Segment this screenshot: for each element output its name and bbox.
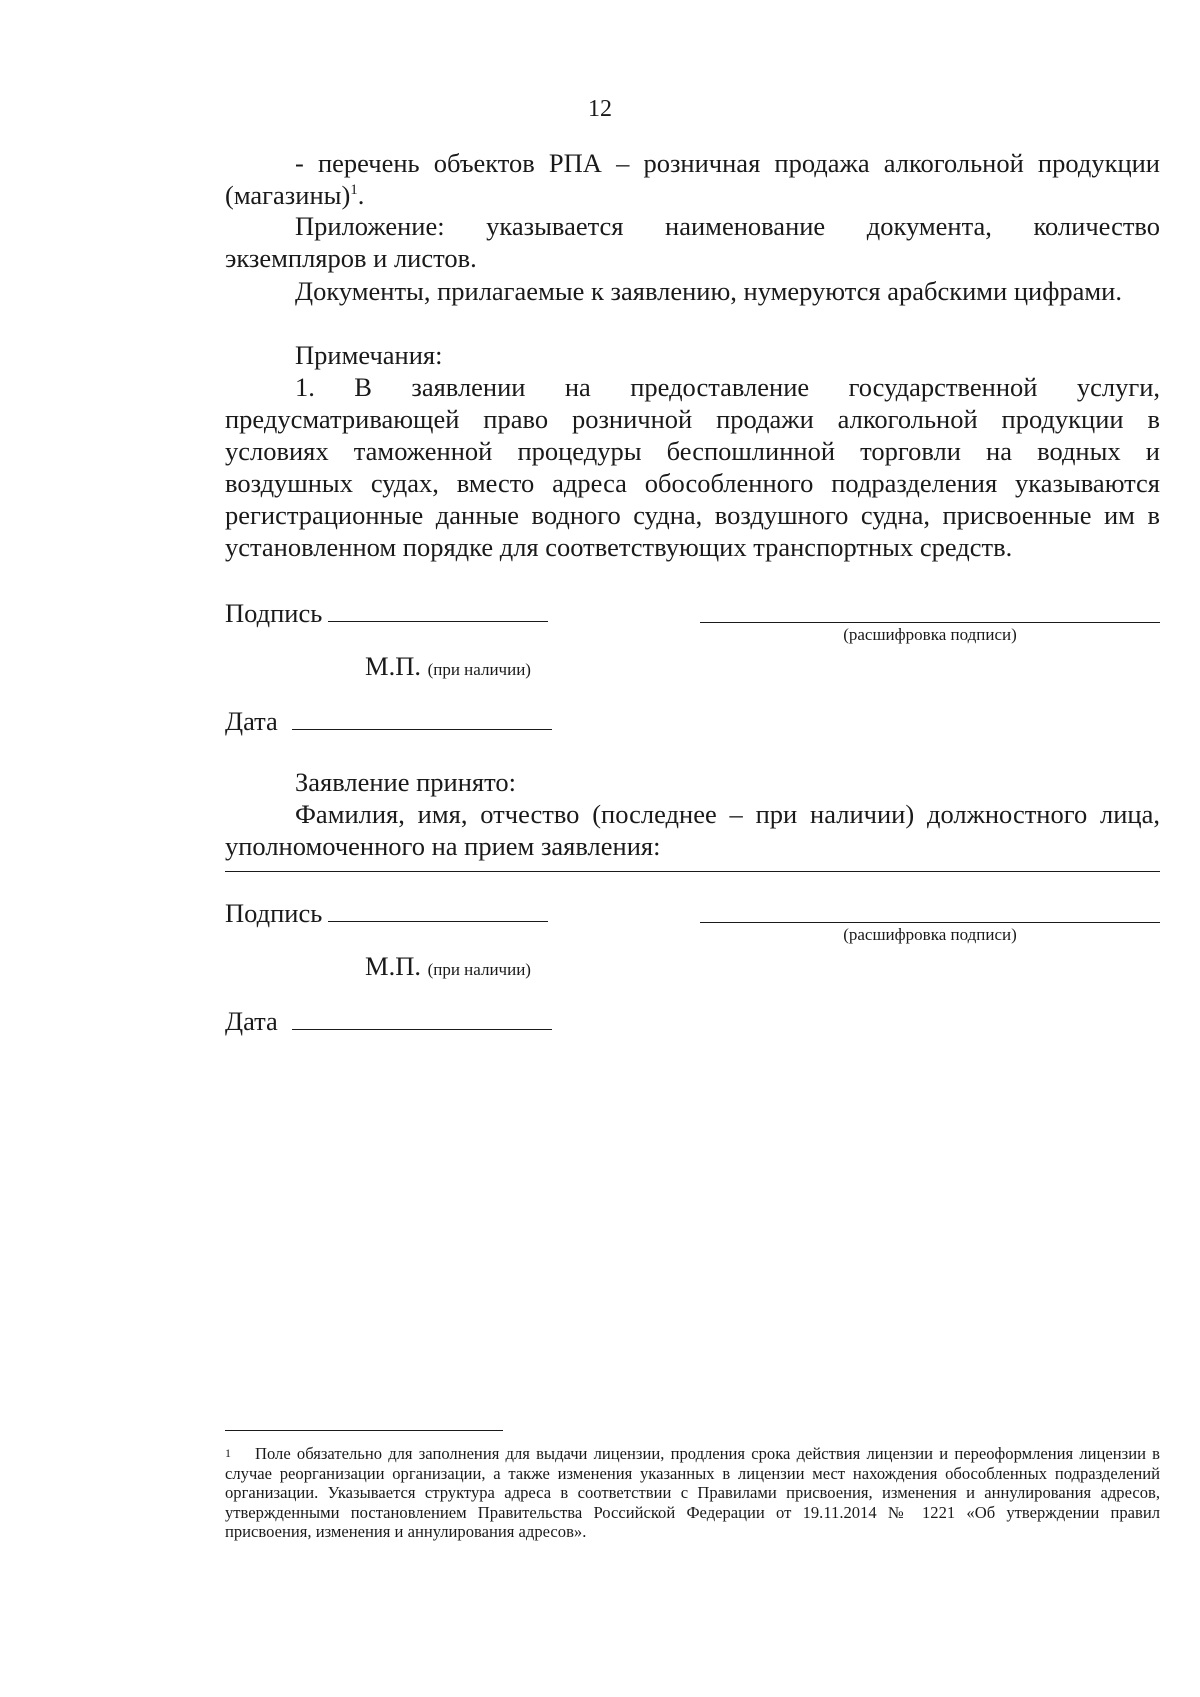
signature-label: Подпись: [225, 598, 323, 628]
signature-line[interactable]: [328, 620, 548, 622]
page-number: 12: [588, 96, 612, 122]
signature-row: [225, 597, 1160, 644]
numbering-paragraph: [225, 275, 1160, 307]
objects-list-line: - перечень объектов РПА – розничная продажа алкогольной продукции (магазины): [225, 148, 1160, 210]
signature-decode-caption: (расшифровка подписи): [843, 925, 1017, 944]
date-line[interactable]: [292, 1028, 552, 1030]
appendix-body: указывается наименование документа, количество экземпляров и листов.: [225, 211, 1160, 273]
signature-label: Подпись: [225, 898, 323, 928]
date-row-2: [225, 1005, 1160, 1037]
stamp-row-2: [225, 950, 1160, 986]
stamp-label: М.П.: [365, 651, 421, 681]
signature-line[interactable]: [328, 920, 548, 922]
notes-section: [225, 339, 1160, 563]
signature-decode-caption: (расшифровка подписи): [843, 625, 1017, 644]
signature-field: [225, 897, 548, 929]
date-row-1: [225, 705, 1160, 737]
stamp-note: (при наличии): [427, 660, 531, 679]
footnote: [225, 1444, 1160, 1542]
notes-heading: Примечания:: [295, 340, 443, 370]
footnote-text: Поле обязательно для заполнения для выдачи лицензии, продления срока действия лицензии и переоформления лицензии в случае реорганизации организации, а также изменения указанных в лицензии мест нахождения обособленных подразделений организации. Указывается структура адреса в соответствии с Правилами присвоения, изменения и аннулирования адресов, утвержденными постановлением Правительства Российской Федерации от 19.11.2014 № 1221 «Об утверждении правил присвоения, изменения и аннулирования адресов».: [225, 1444, 1160, 1541]
accepted-heading: Заявление принято:: [295, 767, 516, 797]
signature-block-1: [225, 597, 1160, 644]
footnote-ref: 1: [350, 182, 358, 199]
stamp-line: [225, 650, 1160, 686]
signature-row: [225, 897, 1160, 944]
appendix-label: Приложение:: [295, 211, 445, 241]
objects-list-end: .: [357, 180, 365, 210]
date-label: Дата: [225, 706, 278, 736]
appendix-paragraph: [225, 210, 1160, 274]
signature-decode-line[interactable]: [700, 922, 1160, 923]
objects-list-text: [225, 147, 1160, 211]
stamp-line: [225, 950, 1160, 986]
date-label: Дата: [225, 1006, 278, 1036]
date-field: [225, 705, 1160, 737]
objects-list-paragraph: [225, 147, 1160, 211]
stamp-label: М.П.: [365, 951, 421, 981]
official-name-line[interactable]: [225, 871, 1160, 872]
stamp-row-1: [225, 650, 1160, 686]
signature-block-2: [225, 897, 1160, 944]
official-text: Фамилия, имя, отчество (последнее – при наличии) должностного лица, уполномоченного на прием заявления:: [225, 799, 1160, 861]
notes-item-1: 1. В заявлении на предоставление государственной услуги, предусматривающей право розничной продажи алкогольной продукции в условиях таможенной процедуры беспошлинной торговли на водных и воздушных судах, вместо адреса обособленного подразделения указываются регистрационные данные водного судна, воздушного судна, присвоенные им в установленном порядке для соответствующих транспортных средств.: [225, 372, 1160, 562]
footnote-mark: 1: [225, 1446, 231, 1460]
stamp-note: (при наличии): [427, 960, 531, 979]
numbering-text: Документы, прилагаемые к заявлению, нумеруются арабскими цифрами.: [295, 276, 1122, 306]
signature-decode-line[interactable]: [700, 622, 1160, 623]
footnote-separator: [225, 1430, 503, 1431]
official-name-row: [225, 871, 1160, 872]
appendix-text: [225, 210, 1160, 274]
date-field: [225, 1005, 1160, 1037]
date-line[interactable]: [292, 728, 552, 730]
accepted-section: [225, 766, 1160, 862]
signature-field: [225, 597, 548, 629]
